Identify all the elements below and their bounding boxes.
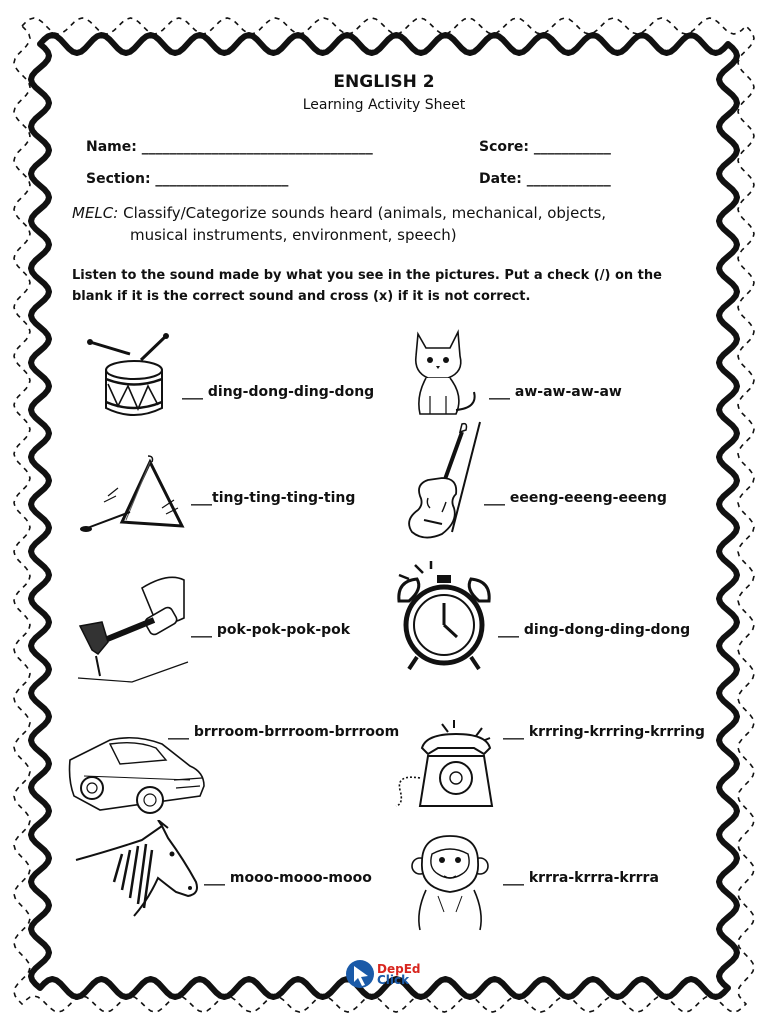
item-hammer-label: ___ pok-pok-pok-pok (191, 622, 351, 638)
car-icon (66, 730, 208, 818)
alarm-clock-icon (393, 561, 495, 673)
item-telephone-label: ___ krrring-krrring-krrring (503, 724, 705, 740)
logo-line-2: Click (377, 973, 410, 987)
item-cat-label: ___ aw-aw-aw-aw (489, 384, 622, 400)
item-car-label: ___ brrroom-brrroom-brrroom (168, 724, 400, 740)
melc-label: MELC: (72, 204, 119, 222)
page-subtitle: Learning Activity Sheet (302, 97, 466, 113)
page-title: ENGLISH 2 (333, 72, 435, 92)
melc-line-2: musical instruments, environment, speech) (130, 226, 457, 244)
monkey-icon (410, 832, 490, 932)
instructions: Listen to the sound made by what you see in the pictures. Put a check (/) on the blank if it is the correct sound and cross (x) if it is not correct. (72, 268, 662, 304)
score-field[interactable]: Score: ___________ (479, 139, 611, 155)
item-horse-label: ___ mooo-mooo-mooo (204, 870, 372, 886)
logo-line-1: DepEd (377, 962, 421, 976)
item-drum-label: ___ ding-dong-ding-dong (182, 384, 375, 400)
hammer-icon (72, 568, 190, 686)
deped-click-logo-text (377, 964, 420, 986)
cat-icon (408, 326, 483, 421)
deped-click-logo-icon (344, 958, 376, 990)
drum-icon (86, 332, 181, 422)
horse-icon (72, 820, 202, 920)
item-alarm-clock-label: ___ ding-dong-ding-dong (498, 622, 691, 638)
melc-line-1: Classify/Categorize sounds heard (animals, mechanical, objects, (123, 204, 607, 222)
violin-icon (402, 420, 482, 542)
telephone-icon (392, 718, 500, 814)
triangle-icon (78, 452, 188, 537)
section-field[interactable]: Section: ___________________ (86, 171, 289, 187)
melc-statement (72, 202, 692, 246)
item-violin-label: ___ eeeng-eeeng-eeeng (484, 490, 667, 506)
item-triangle-label: ___ting-ting-ting-ting (191, 490, 356, 506)
date-field[interactable]: Date: ____________ (479, 171, 611, 187)
item-monkey-label: ___ krrra-krrra-krrra (503, 870, 659, 886)
name-field[interactable]: Name: _________________________________ (86, 139, 373, 155)
